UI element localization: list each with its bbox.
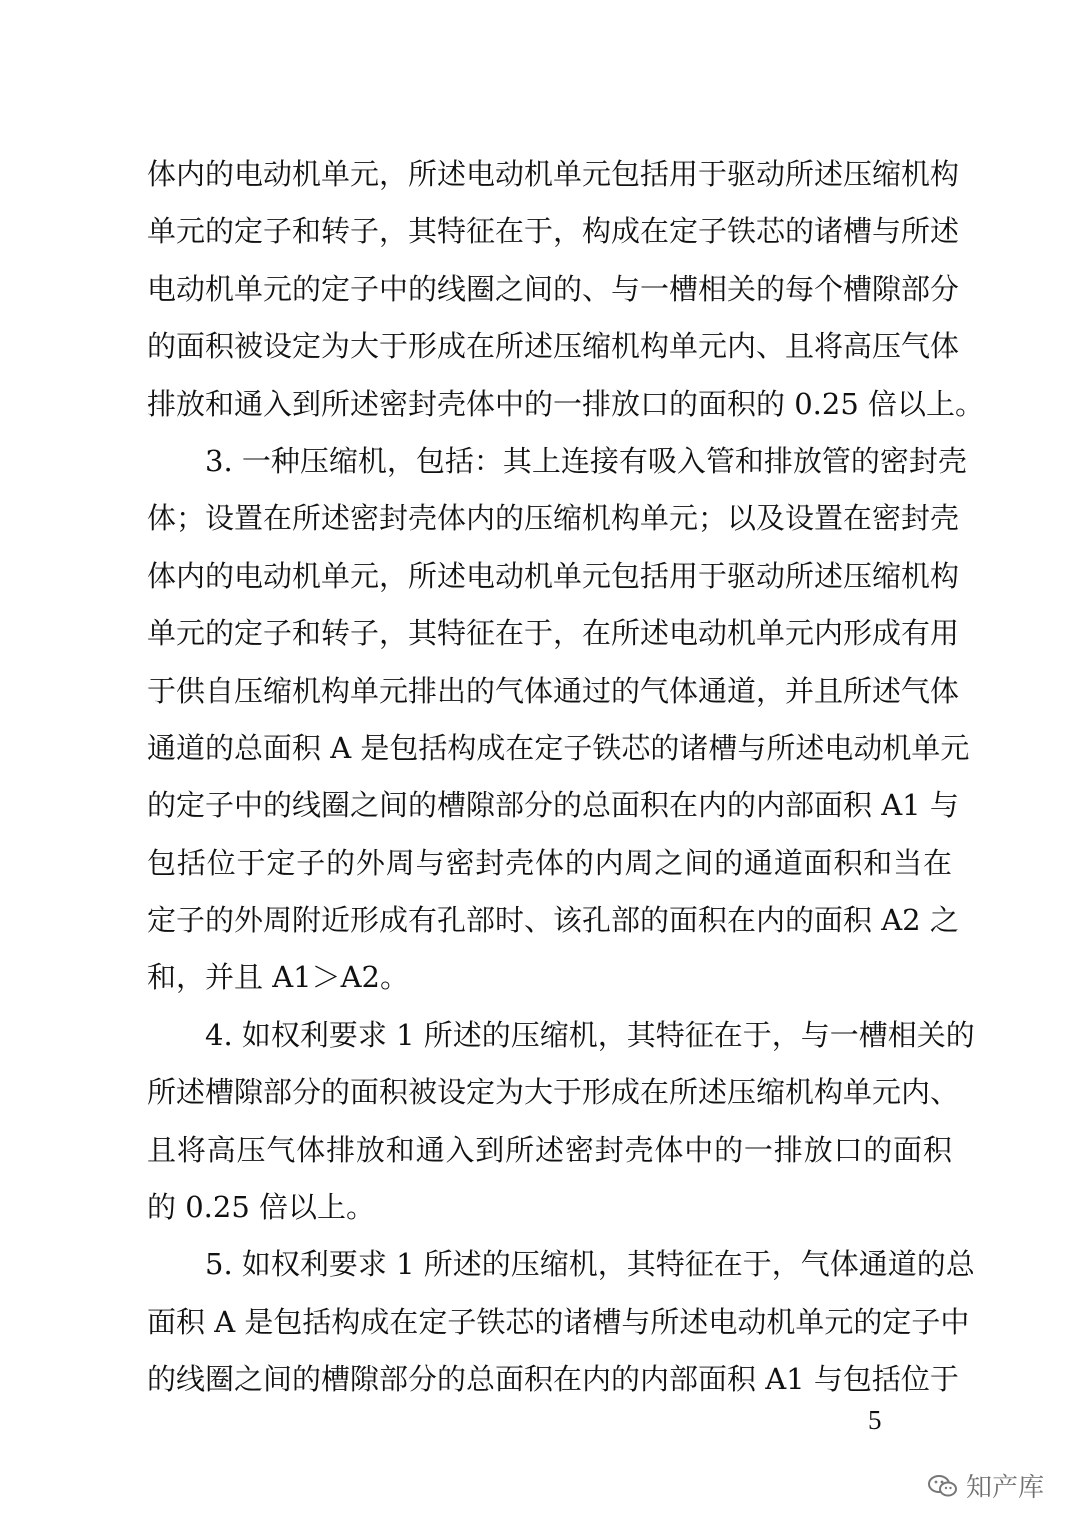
text-line: 3. 一种压缩机，包括：其上连接有吸入管和排放管的密封壳 xyxy=(205,443,967,478)
watermark-text: 知产库 xyxy=(966,1473,1045,1503)
text-line: 5. 如权利要求 1 所述的压缩机，其特征在于，气体通道的总 xyxy=(205,1247,975,1282)
text-line: 定子的外周附近形成有孔部时、该孔部的面积在内的面积 A2 之 xyxy=(147,903,959,938)
text-line: 体内的电动机单元，所述电动机单元包括用于驱动所述压缩机构 xyxy=(147,558,960,593)
text-line: 包括位于定子的外周与密封壳体的内周之间的通道面积和当在 xyxy=(147,845,952,880)
text-line: 所述槽隙部分的面积被设定为大于形成在所述压缩机构单元内、 xyxy=(147,1075,960,1110)
page-number: 5 xyxy=(868,1405,882,1435)
text-line: 的面积被设定为大于形成在所述压缩机构单元内、且将高压气体 xyxy=(147,329,960,364)
text-line: 体；设置在所述密封壳体内的压缩机构单元；以及设置在密封壳 xyxy=(147,501,960,536)
text-line: 通道的总面积 A 是包括构成在定子铁芯的诸槽与所述电动机单元 xyxy=(147,730,970,765)
text-line: 的 0.25 倍以上。 xyxy=(147,1190,376,1225)
text-line: 体内的电动机单元，所述电动机单元包括用于驱动所述压缩机构 xyxy=(147,157,960,191)
claims-text xyxy=(147,146,985,1409)
text-line: 面积 A 是包括构成在定子铁芯的诸槽与所述电动机单元的定子中 xyxy=(147,1304,970,1339)
text-line: 单元的定子和转子，其特征在于，在所述电动机单元内形成有用 xyxy=(147,616,960,651)
text-line: 4. 如权利要求 1 所述的压缩机，其特征在于，与一槽相关的 xyxy=(205,1017,975,1052)
watermark xyxy=(928,1467,1044,1504)
text-line: 单元的定子和转子，其特征在于，构成在定子铁芯的诸槽与所述 xyxy=(147,214,960,249)
text-line: 且将高压气体排放和通入到所述密封壳体中的一排放口的面积 xyxy=(147,1132,952,1167)
text-line: 排放和通入到所述密封壳体中的一排放口的面积的 0.25 倍以上。 xyxy=(147,386,985,421)
text-line: 的线圈之间的槽隙部分的总面积在内的内部面积 A1 与包括位于 xyxy=(147,1362,959,1397)
text-line: 于供自压缩机构单元排出的气体通过的气体通道，并且所述气体 xyxy=(147,673,960,708)
wechat-icon xyxy=(928,1474,958,1498)
text-line: 电动机单元的定子中的线圈之间的、与一槽相关的每个槽隙部分 xyxy=(147,271,960,306)
text-line: 的定子中的线圈之间的槽隙部分的总面积在内的内部面积 A1 与 xyxy=(147,788,959,823)
text-line: 和，并且 A1＞A2。 xyxy=(147,960,410,995)
